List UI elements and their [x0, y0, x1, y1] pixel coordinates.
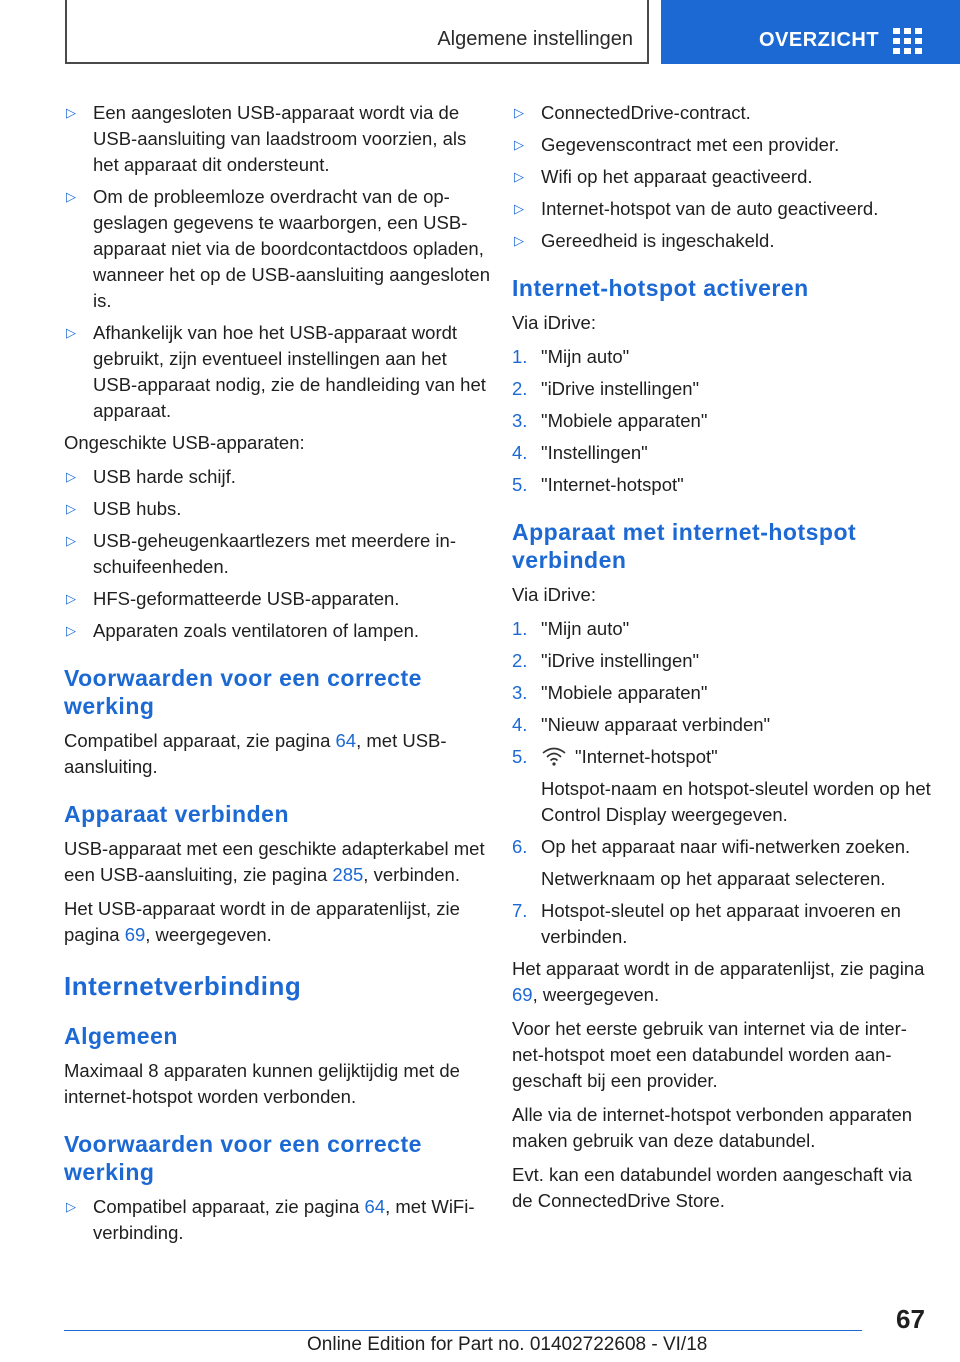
page-link[interactable]: 69 — [512, 984, 533, 1005]
header-section-title: Algemene instellingen — [437, 28, 633, 50]
page-link[interactable]: 69 — [124, 924, 146, 945]
page-link[interactable]: 285 — [332, 864, 364, 885]
heading-voorwaarden-usb: Voorwaarden voor een correcte werking — [64, 665, 422, 719]
voorwaarden-internet-list — [64, 1194, 494, 1246]
triangle-right-icon: ▷ — [514, 137, 524, 152]
heading-hotspot-activeren: Internet-hotspot activeren — [512, 275, 809, 301]
list-item: ▷ HFS-geformatteerde USB-apparaten. — [64, 586, 494, 612]
right-column — [512, 100, 932, 1222]
page-link[interactable]: 64 — [364, 1196, 386, 1217]
page-link[interactable]: 64 — [335, 730, 357, 751]
triangle-right-icon: ▷ — [514, 233, 524, 248]
step-item: 7. Hotspot-sleutel op het apparaat invoeren en verbinden. — [512, 900, 901, 947]
algemeen-text: Maximaal 8 apparaten kunnen gelijktijdig met de internet-hotspot worden verbonden. — [64, 1060, 460, 1107]
list-item: ▷ Wifi op het apparaat geactiveerd. — [512, 164, 932, 190]
step-item: 3. "Mobiele apparaten" — [512, 682, 708, 703]
step-item: 2. "iDrive instellingen" — [512, 378, 700, 399]
heading-apparaat-verbinden: Apparaat verbinden — [64, 801, 289, 827]
triangle-right-icon: ▷ — [514, 201, 524, 216]
footer-divider — [64, 1330, 862, 1331]
heading-internetverbinding: Internetverbinding — [64, 971, 302, 1001]
list-item: ▷ Een aangesloten USB-apparaat wordt via de USB-aansluiting van laadstroom voorzien, als het apparaat dit ondersteunt. — [66, 102, 467, 175]
list-item: ▷ Gegevenscontract met een provider. — [512, 132, 932, 158]
footer-edition: Online Edition for Part no. 01402722608 - VI/18 — [307, 1334, 708, 1355]
via-idrive-label: Via iDrive: — [512, 584, 596, 605]
apparatenlijst-text: Het apparaat wordt in de apparatenlijst, zie pagina 69, weergegeven. — [512, 958, 925, 1005]
wifi-icon — [541, 746, 567, 766]
step-item: 5. "Internet-hotspot" Hotspot-naam en hotspot-sleutel worden op het Control Display weergegeven. — [512, 746, 931, 825]
unsuitable-devices-list — [64, 464, 494, 644]
step-item: 4. "Instellingen" — [512, 442, 648, 463]
list-item: ▷ USB hubs. — [64, 496, 494, 522]
list-item: ▷ USB-geheugenkaartlezers met meerdere inschuifeenheden. — [66, 530, 456, 577]
heading-hotspot-verbinden: Apparaat met internet-hotspot verbinden — [512, 519, 857, 573]
triangle-right-icon: ▷ — [66, 591, 76, 606]
triangle-right-icon: ▷ — [66, 623, 76, 638]
verbinden-text: USB-apparaat met een geschikte adapterkabel met een USB-aansluiting, zie pagina 285, verbinden. — [64, 838, 485, 885]
list-item: ▷ ConnectedDrive-contract. — [512, 100, 932, 126]
list-item: ▷ Compatibel apparaat, zie pagina 64, met WiFi-verbinding. — [66, 1196, 475, 1243]
list-item: ▷ Internet-hotspot van de auto geactiveerd. — [512, 196, 932, 222]
heading-algemeen: Algemeen — [64, 1023, 178, 1049]
triangle-right-icon: ▷ — [66, 325, 76, 340]
triangle-right-icon: ▷ — [66, 533, 76, 548]
step-item: 2. "iDrive instellingen" — [512, 650, 700, 671]
overview-button[interactable] — [661, 0, 960, 64]
grid-icon — [893, 28, 923, 54]
list-item: ▷ Gereedheid is ingeschakeld. — [512, 228, 932, 254]
list-item: ▷ Afhankelijk van hoe het USB-apparaat wordt gebruikt, zijn eventueel instellingen aan het USB-apparaat nodig, zie de handleiding van het apparaat. — [66, 322, 486, 421]
step-item: 4. "Nieuw apparaat verbinden" — [512, 714, 771, 735]
overview-label: OVERZICHT — [759, 29, 880, 51]
page-number: 67 — [896, 1304, 925, 1334]
left-column — [64, 100, 494, 1252]
requirements-list — [512, 100, 932, 254]
activeren-steps — [512, 344, 932, 498]
list-item: ▷ USB harde schijf. — [64, 464, 494, 490]
triangle-right-icon: ▷ — [514, 105, 524, 120]
step-item: 3. "Mobiele apparaten" — [512, 410, 708, 431]
unsuitable-intro: Ongeschikte USB-apparaten: — [64, 432, 305, 453]
step-item: 5. "Internet-hotspot" — [512, 474, 684, 495]
databundel-store-text: Evt. kan een databundel worden aangeschaft via de ConnectedDrive Store. — [512, 1164, 913, 1211]
databundel-usage-text: Alle via de internet-hotspot verbonden apparaten maken gebruik van deze databundel. — [512, 1104, 913, 1151]
triangle-right-icon: ▷ — [66, 105, 76, 120]
triangle-right-icon: ▷ — [514, 169, 524, 184]
apparatenlijst-text: Het USB-apparaat wordt in de apparatenlijst, zie pagina 69, weergegeven. — [64, 898, 460, 945]
triangle-right-icon: ▷ — [66, 189, 76, 204]
list-item: ▷ Om de probleemloze overdracht van de opgeslagen gegevens te waarborgen, een USB-apparaat niet via de boordcontactdoos opladen, wanneer het op de USB-aansluiting aangesloten is. — [66, 186, 491, 311]
list-item: ▷ Apparaten zoals ventilatoren of lampen. — [64, 618, 494, 644]
triangle-right-icon: ▷ — [66, 501, 76, 516]
voorwaarden-usb-text: Compatibel apparaat, zie pagina 64, met USB-aansluiting. — [64, 730, 447, 777]
header-section-box — [65, 0, 649, 64]
via-idrive-label: Via iDrive: — [512, 312, 596, 333]
verbinden-steps — [512, 616, 932, 950]
triangle-right-icon: ▷ — [66, 1199, 76, 1214]
usb-notes-list — [64, 100, 494, 424]
triangle-right-icon: ▷ — [66, 469, 76, 484]
databundel-text: Voor het eerste gebruik van internet via de internet-hotspot moet een databundel worden aangeschaft bij een provider. — [512, 1018, 907, 1091]
step-item: 1. "Mijn auto" — [512, 618, 630, 639]
step-item: 6. Op het apparaat naar wifi-netwerken zoeken. Netwerknaam op het apparaat selecteren. — [512, 836, 911, 889]
step-item: 1. "Mijn auto" — [512, 346, 630, 367]
heading-voorwaarden-internet: Voorwaarden voor een correcte werking — [64, 1131, 422, 1185]
